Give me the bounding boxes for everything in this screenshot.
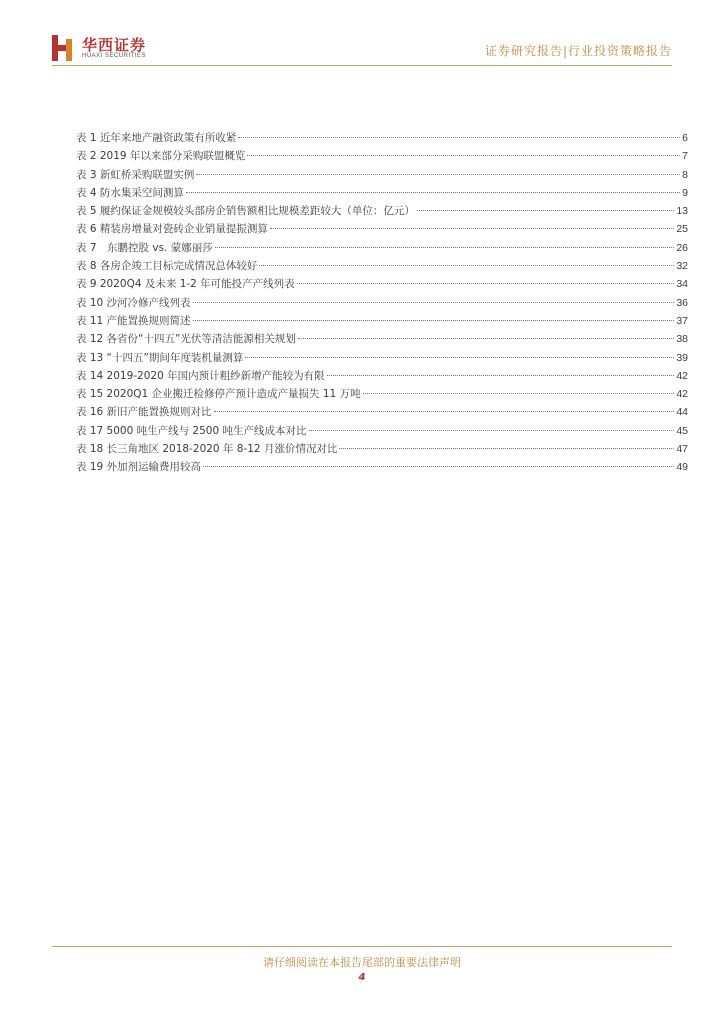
toc-dot-leader bbox=[214, 411, 675, 412]
toc-entry[interactable] bbox=[76, 386, 688, 404]
toc-entry-title: 表 7 东鹏控股 vs. 蒙娜丽莎 bbox=[76, 241, 213, 254]
toc-entry-page: 36 bbox=[676, 296, 688, 309]
toc-entry[interactable] bbox=[76, 313, 688, 331]
toc-entry-title: 表 1 近年来地产融资政策有所收紧 bbox=[76, 132, 237, 144]
toc-entry[interactable] bbox=[76, 404, 688, 422]
toc-entry-title: 表 4 防水集采空间测算 bbox=[76, 186, 184, 199]
toc-entry-page: 45 bbox=[676, 424, 688, 437]
toc-dot-leader bbox=[203, 466, 674, 467]
toc-entry-page: 32 bbox=[676, 260, 688, 273]
toc-entry-page: 39 bbox=[676, 351, 688, 364]
toc-entry-page: 8 bbox=[682, 168, 688, 181]
toc-dot-leader bbox=[270, 228, 674, 229]
footer-divider bbox=[52, 946, 672, 947]
footer-disclaimer: 请仔细阅读在本报告尾部的重要法律声明 bbox=[263, 956, 461, 969]
toc-entry-title: 表 14 2019-2020 年国内预计粗纱新增产能较为有限 bbox=[76, 369, 325, 382]
toc-entry[interactable] bbox=[76, 167, 688, 185]
toc-entry[interactable] bbox=[76, 185, 688, 203]
toc-entry-page: 6 bbox=[682, 132, 688, 144]
toc-entry[interactable] bbox=[76, 221, 688, 239]
page-number: 4 bbox=[358, 972, 366, 983]
toc-entry-page: 34 bbox=[676, 278, 688, 291]
toc-entry-page: 49 bbox=[676, 461, 688, 474]
toc-entry-title: 表 12 各省份“十四五”光伏等清洁能源相关规划 bbox=[76, 333, 296, 346]
toc-entry-page: 37 bbox=[676, 314, 688, 327]
toc-dot-leader bbox=[309, 430, 675, 431]
toc-entry-title: 表 5 履约保证金规模较头部房企销售额相比规模差距较大（单位：亿元） bbox=[76, 205, 415, 218]
toc-entry-title: 表 19 外加剂运输费用较高 bbox=[76, 461, 202, 474]
toc-entry-title: 表 13 “十四五”期间年度装机量测算 bbox=[76, 351, 244, 364]
toc-entry-title: 表 3 新虹桥采购联盟实例 bbox=[76, 168, 195, 181]
toc-entry-title: 表 16 新旧产能置换规则对比 bbox=[76, 406, 212, 419]
toc-entry-title: 表 2 2019 年以来部分采购联盟概览 bbox=[76, 150, 246, 163]
toc-entry-title: 表 17 5000 吨生产线与 2500 吨生产线成本对比 bbox=[76, 424, 307, 437]
toc-entry-page: 25 bbox=[676, 223, 688, 236]
toc-entry[interactable] bbox=[76, 368, 688, 386]
toc-dot-leader bbox=[339, 448, 674, 449]
toc-entry-title: 表 18 长三角地区 2018-2020 年 8-12 月涨价情况对比 bbox=[76, 443, 338, 456]
toc-dot-leader bbox=[245, 357, 674, 358]
toc-entry-page: 26 bbox=[676, 241, 688, 254]
toc-entry[interactable] bbox=[76, 258, 688, 276]
toc-dot-leader bbox=[298, 338, 674, 339]
toc-dot-leader bbox=[193, 320, 675, 321]
header-divider bbox=[52, 65, 672, 66]
toc-entry[interactable] bbox=[76, 148, 688, 166]
toc-dot-leader bbox=[247, 155, 680, 156]
toc-entry-page: 47 bbox=[676, 443, 688, 456]
toc-entry-page: 13 bbox=[676, 205, 688, 218]
toc-dot-leader bbox=[238, 137, 680, 138]
toc-dot-leader bbox=[196, 174, 680, 175]
huaxi-logo-icon bbox=[52, 35, 74, 61]
toc-dot-leader bbox=[327, 375, 675, 376]
toc-dot-leader bbox=[297, 283, 675, 284]
toc-entry-page: 7 bbox=[682, 150, 688, 163]
toc-entry-page: 38 bbox=[676, 333, 688, 346]
logo-english-name: HUAXI SECURITIES bbox=[82, 53, 147, 59]
toc-entry[interactable] bbox=[76, 130, 688, 148]
toc-dot-leader bbox=[215, 247, 675, 248]
toc-entry-page: 44 bbox=[676, 406, 688, 419]
toc-entry[interactable] bbox=[76, 423, 688, 441]
toc-entry[interactable] bbox=[76, 331, 688, 349]
toc-entry-page: 42 bbox=[676, 369, 688, 382]
report-type: 证券研究报告|行业投资策略报告 bbox=[484, 44, 672, 58]
toc-entry[interactable] bbox=[76, 295, 688, 313]
toc-dot-leader bbox=[363, 393, 675, 394]
toc-entry[interactable] bbox=[76, 276, 688, 294]
logo-chinese-name: 华西证券 bbox=[82, 36, 147, 54]
toc-entry-title: 表 8 各房企竣工目标完成情况总体较好 bbox=[76, 260, 258, 273]
toc-entry-title: 表 9 2020Q4 及未来 1-2 年可能投产产线列表 bbox=[76, 278, 295, 291]
toc-entry[interactable] bbox=[76, 441, 688, 459]
page-header bbox=[0, 0, 724, 70]
toc-entry-title: 表 6 精装房增量对瓷砖企业销量提振测算 bbox=[76, 223, 268, 236]
toc-entry-title: 表 10 沙河冷修产线列表 bbox=[76, 296, 191, 309]
toc-entry[interactable] bbox=[76, 240, 688, 258]
toc-dot-leader bbox=[417, 210, 674, 211]
toc-dot-leader bbox=[193, 302, 675, 303]
toc-entry-title: 表 15 2020Q1 企业搬迁检修停产预计造成产量损失 11 万吨 bbox=[76, 388, 361, 401]
toc-entry-page: 42 bbox=[676, 388, 688, 401]
toc-entry[interactable] bbox=[76, 350, 688, 368]
toc-entry-page: 9 bbox=[682, 186, 688, 199]
table-of-contents bbox=[76, 130, 688, 478]
toc-dot-leader bbox=[186, 192, 680, 193]
toc-dot-leader bbox=[259, 265, 674, 266]
toc-entry-title: 表 11 产能置换规则简述 bbox=[76, 314, 191, 327]
toc-entry[interactable] bbox=[76, 203, 688, 221]
toc-entry[interactable] bbox=[76, 459, 688, 477]
